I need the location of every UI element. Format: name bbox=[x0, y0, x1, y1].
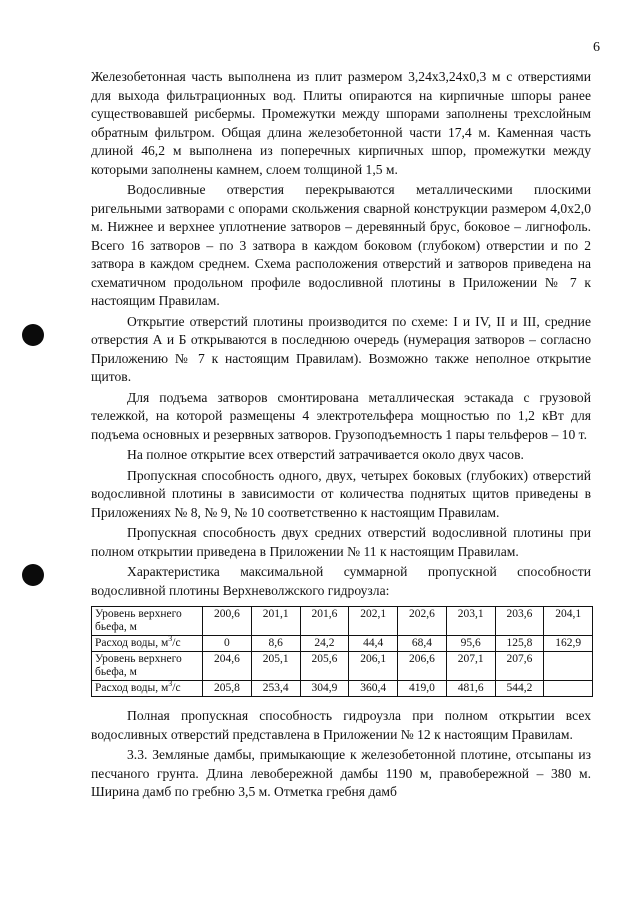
paragraph: Водосливные отверстия перекрываются металлическими плоскими ригельными затворами с опорами скольжения сварной конструкции размером 4,0х2,0 м. Нижнее и верхнее уплотнение затворов – деревянный брус, боковое – лигнофоль. Всего 16 затворов – по 3 затвора в каждом боковом (глубоком) отверстии и по 2 затвора в каждом среднем. Схема расположения отверстий и затворов приведена на схематичном продольном профиле водосливной плотины в Приложении № 7 к настоящим Правилам. bbox=[91, 182, 591, 308]
table-cell: 68,4 bbox=[398, 636, 447, 652]
flow-label-sup: 3 bbox=[168, 679, 173, 689]
table-cell: 162,9 bbox=[544, 636, 593, 652]
table-cell: 205,1 bbox=[251, 652, 300, 681]
table-cell: 419,0 bbox=[398, 681, 447, 697]
table-cell: 201,1 bbox=[251, 607, 300, 636]
table-cell: 207,6 bbox=[495, 652, 544, 681]
flow-label-sup: 3 bbox=[168, 634, 173, 644]
paragraph: Характеристика максимальной суммарной пропускной способности водосливной плотины Верхневолжского гидроузла: bbox=[91, 564, 591, 598]
paragraph: Пропускная способность двух средних отверстий водосливной плотины при полном открытии приведена в Приложении № 11 к настоящим Правилам. bbox=[91, 525, 591, 559]
table-cell: 205,8 bbox=[203, 681, 252, 697]
row-label-flow bbox=[92, 681, 203, 697]
table-row bbox=[92, 636, 593, 652]
capacity-table bbox=[91, 606, 593, 697]
table-cell: 200,6 bbox=[203, 607, 252, 636]
row-label-flow bbox=[92, 636, 203, 652]
table-cell: 202,1 bbox=[349, 607, 398, 636]
paragraph: Полная пропускная способность гидроузла при полном открытии всех водосливных отверстий представлена в Приложении № 12 к настоящим Правилам. bbox=[91, 708, 591, 742]
document-body bbox=[91, 68, 591, 804]
paragraph: На полное открытие всех отверстий затрачивается около двух часов. bbox=[127, 447, 524, 462]
table-cell: 0 bbox=[203, 636, 252, 652]
table-row bbox=[92, 607, 593, 636]
table-cell: 205,6 bbox=[300, 652, 349, 681]
paragraph: Железобетонная часть выполнена из плит размером 3,24х3,24х0,3 м с отверстиями для выхода фильтрационных вод. Плиты опираются на кирпичные шпоры ранее существовавшей рисбермы. Промежутки между шпорами заполнены трехслойным обратным фильтром. Общая длина железобетонной части 17,4 м. Каменная часть длиной 46,2 м выполнена из поперечных кирпичных шпор, промежутки между которыми заполнены камнем, слоем толщиной 1,5 м. bbox=[91, 69, 591, 177]
paragraph: Пропускная способность одного, двух, четырех боковых (глубоких) отверстий водосливной плотины в зависимости от количества поднятых щитов приведены в Приложениях № 8, № 9, № 10 соответственно к настоящим Правилам. bbox=[91, 467, 591, 520]
paragraph: Открытие отверстий плотины производится по схеме: I и IV, II и III, средние отверстия А и Б открываются в последнюю очередь (нумерация затворов – согласно Приложению № 7 к настоящим Правилам). Возможно также неполное открытие щитов. bbox=[91, 313, 591, 384]
table-cell: 24,2 bbox=[300, 636, 349, 652]
table-cell bbox=[544, 652, 593, 681]
table-cell: 304,9 bbox=[300, 681, 349, 697]
table-cell: 8,6 bbox=[251, 636, 300, 652]
table-cell: 204,1 bbox=[544, 607, 593, 636]
table-cell: 125,8 bbox=[495, 636, 544, 652]
table-cell: 206,6 bbox=[398, 652, 447, 681]
punch-hole bbox=[22, 324, 44, 346]
table-cell: 207,1 bbox=[446, 652, 495, 681]
paragraph: 3.3. Земляные дамбы, примыкающие к железобетонной плотине, отсыпаны из песчаного грунта. Длина левобережной дамбы 1190 м, правобережной – 380 м. Ширина дамб по гребню 3,5 м. Отметка гребня дамб bbox=[91, 747, 591, 799]
table-row bbox=[92, 652, 593, 681]
flow-label-text: Расход воды, м bbox=[95, 637, 169, 649]
page-number: 6 bbox=[593, 40, 600, 55]
table-cell: 202,6 bbox=[398, 607, 447, 636]
table-cell: 203,1 bbox=[446, 607, 495, 636]
flow-label-suffix: /с bbox=[172, 637, 181, 649]
flow-label-text: Расход воды, м bbox=[95, 682, 169, 694]
table-cell: 544,2 bbox=[495, 681, 544, 697]
paragraph: Для подъема затворов смонтирована металлическая эстакада с грузовой тележкой, на которой размещены 4 электротельфера мощностью по 1,2 кВт для подъема основных и резервных затворов. Грузоподъемность 1 пары тельферов – 10 т. bbox=[91, 389, 591, 442]
table-cell: 95,6 bbox=[446, 636, 495, 652]
table-cell: 204,6 bbox=[203, 652, 252, 681]
table-cell bbox=[544, 681, 593, 697]
table-cell: 481,6 bbox=[446, 681, 495, 697]
table-cell: 206,1 bbox=[349, 652, 398, 681]
flow-label-suffix: /с bbox=[172, 682, 181, 694]
table-cell: 201,6 bbox=[300, 607, 349, 636]
punch-hole bbox=[22, 564, 44, 586]
table-cell: 253,4 bbox=[251, 681, 300, 697]
row-label-level: Уровень верхнего бьефа, м bbox=[92, 652, 203, 681]
table-row bbox=[92, 681, 593, 697]
table-cell: 44,4 bbox=[349, 636, 398, 652]
row-label-level: Уровень верхнего бьефа, м bbox=[92, 607, 203, 636]
table-cell: 360,4 bbox=[349, 681, 398, 697]
table-cell: 203,6 bbox=[495, 607, 544, 636]
